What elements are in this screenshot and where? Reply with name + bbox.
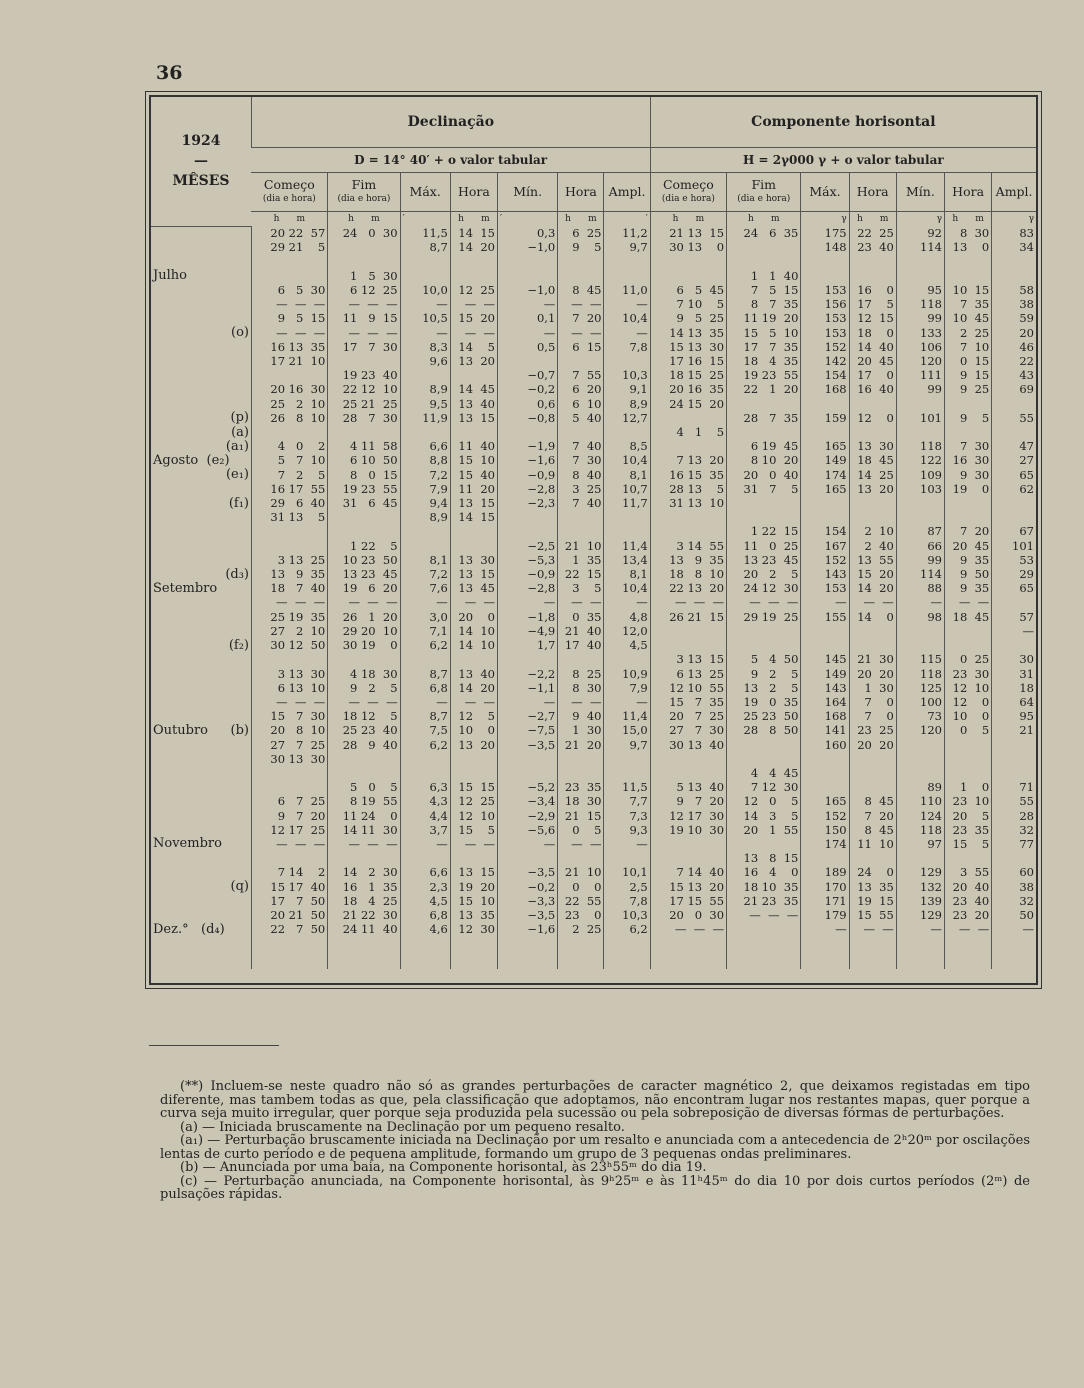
h-max-column: 175 148 153 156 153 153 152 142 154 168 159 165 149 174 165 154 167 152 143 153 — 155 145 149 143 164 168 141 160 165 152 150 174 189 170 171 179 — [801, 226, 849, 969]
d-hora-max-column: 14 15 14 20 12 25 — — 15 20 — — 14 5 13 20 14 45 13 40 13 15 11 40 15 10 15 40 11 20 13 15 14 15 13 30 13 15 13 45 — — 20 0 14 10 14 10 13 40 14 20 — — 12 5 10 0 13 20 15 15 12 25 12 10 15 5 — — 13 15 19 20 15 10 13 35 12 30 [450, 226, 497, 969]
unit: h m [328, 212, 400, 227]
d-max-header: Máx. [400, 173, 450, 212]
h-fim-column: 24 6 35 1 1 40 7 5 15 8 7 35 11 19 20 15 5 10 17 7 35 18 4 35 19 23 55 22 1 20 28 7 35 6 19 45 8 10 20 20 0 40 31 7 5 1 22 15 11 0 25 13 23 45 20 2 5 24 12 30 — — — 29 19 25 5 4 50 9 2 5 13 2 5 19 0 35 25 23 50 28 8 50 4 4 45 7 12 30 12 0 5 14 3 5 20 1 55 13 8 15 16 4 0 18 10 35 21 23 35 — — — [727, 226, 801, 969]
year-months-header: 1924 — MÊSES [151, 97, 251, 226]
unit: γ [896, 212, 944, 227]
d-min-column: 0,3 −1,0 −1,0 — 0,1 — 0,5 −0,7 −0,2 0,6 −0,8 −1,9 −1,6 −0,9 −2,8 −2,3 −2,5 −5,3 −0,9 −2,8 — −1,8 −4,9 1,7 −2,2 −1,1 — −2,7 −7,5 −3,5 −5,2 −3,4 −2,9 −5,6 — −3,5 −0,2 −3,3 −3,5 −1,6 [498, 226, 558, 969]
footnote-rule [149, 1045, 279, 1046]
d-comeco-header: Começo (dia e hora) [251, 173, 327, 212]
d-ampl-column: 11,2 9,7 11,0 — 10,4 — 7,8 10,3 9,1 8,9 12,7 8,5 10,4 8,1 10,7 11,7 11,4 13,4 8,1 10,4 — 4,8 12,0 4,5 10,9 7,9 — 11,4 15,0 9,7 11,5 7,7 7,3 9,3 — 10,1 2,5 7,8 10,3 6,2 [604, 226, 650, 969]
d-max-column: 11,5 8,7 10,0 — 10,5 — 8,3 9,6 8,9 9,5 11,9 6,6 8,8 7,2 7,9 9,4 8,9 8,1 7,2 7,6 — 3,0 7,1 6,2 8,7 6,8 — 8,7 7,5 6,2 6,3 4,3 4,4 3,7 — 6,6 2,3 4,5 6,8 4,6 [400, 226, 450, 969]
unit: h m [450, 212, 497, 227]
d-min-header: Mín. [498, 173, 558, 212]
h-hora-header: Hora [849, 173, 896, 212]
h-min-header: Mín. [896, 173, 944, 212]
d-hora-header: Hora [450, 173, 497, 212]
footnote: (c) — Perturbação anunciada, na Componente horisontal, às 9ʰ25ᵐ e às 11ʰ45ᵐ do dia 10 por dois curtos períodos (2ᵐ) de pulsações rápidas. [160, 1173, 1030, 1202]
h-comeco-column: 21 13 15 30 13 0 6 5 45 7 10 5 9 5 25 14 13 35 15 13 30 17 16 15 18 15 25 20 16 35 24 15 20 4 1 5 7 13 20 16 15 35 28 13 5 31 13 10 3 14 55 13 9 35 18 8 10 22 13 20 — — — 26 21 15 3 13 15 6 13 25 12 10 55 15 7 35 20 7 25 27 7 30 30 13 40 5 13 40 9 7 20 12 17 30 19 10 30 7 14 40 15 13 20 17 15 55 20 0 30 — — — [650, 226, 726, 969]
footnote: (a) — Iniciada bruscamente na Declinação por um pequeno resalto. [180, 1119, 625, 1135]
d-ampl-header: Ampl. [604, 173, 650, 212]
unit: h m [945, 212, 992, 227]
h-formula: H = 2γ000 γ + o valor tabular [650, 148, 1036, 173]
h-ampl-column: 83 34 58 38 59 20 46 22 43 69 55 47 27 65 62 67 101 53 29 65 57 — 30 31 18 64 95 21 71 55 28 32 77 60 38 32 50 — [992, 226, 1036, 969]
footnote: (a₁) — Perturbação bruscamente iniciada na Declinação por um resalto e anunciada com a antecedencia de 2ʰ20ᵐ por oscilações lentas de curto período e de pequena amplitude, formando um grupo de 3 pequenas ondas preliminares. [160, 1133, 1030, 1162]
disturbance-table [149, 95, 1038, 985]
footnote: (b) — Anunciada por uma baia, na Componente horisontal, às 23ʰ55ᵐ do dia 19. [180, 1160, 707, 1175]
page-number: 36 [156, 62, 183, 84]
d-hora-min-column: 6 25 9 5 8 45 — — 7 20 — — 6 15 7 55 6 20 6 10 5 40 7 40 7 30 8 40 3 25 7 40 21 10 1 35 22 15 3 5 — — 0 35 21 40 17 40 8 25 8 30 — — 9 40 1 30 21 20 23 35 18 30 21 15 0 5 — — 21 10 0 0 22 55 23 0 2 25 [558, 226, 604, 969]
unit: ′ [498, 212, 558, 227]
unit: h m [558, 212, 604, 227]
h-hora2-header: Hora [945, 173, 992, 212]
h-hora-max-column: 22 25 23 40 16 0 17 5 12 15 18 0 14 40 20 45 17 0 16 40 12 0 13 30 18 45 14 25 13 20 2 10 2 40 13 55 15 20 14 20 — — 14 0 21 30 20 20 1 30 7 0 7 0 23 25 20 20 8 45 7 20 8 45 11 10 24 0 13 35 19 15 15 55 — — [849, 226, 896, 969]
d-comeco-column: 20 22 57 29 21 5 6 5 30 — — — 9 5 15 — — — 16 13 35 17 21 10 20 16 30 25 2 10 26 8 10 4 0 2 5 7 10 7 2 5 16 17 55 29 6 40 31 13 5 3 13 25 13 9 35 18 7 40 — — — 25 19 35 27 2 10 30 12 50 3 13 30 6 13 10 — — — 15 7 30 20 8 10 27 7 25 30 13 30 6 7 25 9 7 20 12 17 25 — — — 7 14 2 15 17 40 17 7 50 20 21 50 22 7 50 [251, 226, 327, 969]
unit: h m [650, 212, 726, 227]
d-formula: D = 14° 40′ + o valor tabular [251, 148, 650, 173]
declinacao-header: Declinação [251, 97, 650, 148]
h-max-header: Máx. [801, 173, 849, 212]
unit: h m [849, 212, 896, 227]
unit: γ [992, 212, 1036, 227]
h-min-column: 92 114 95 118 99 133 106 120 111 99 101 118 122 109 103 87 66 99 114 88 — 98 115 118 125 100 73 120 89 110 124 118 97 129 132 139 129 — [896, 226, 944, 969]
h-ampl-header: Ampl. [992, 173, 1036, 212]
d-fim-column: 24 0 30 1 5 30 6 12 25 — — — 11 9 15 — — — 17 7 30 19 23 40 22 12 10 25 21 25 28 7 30 4 11 58 6 10 50 8 0 15 19 23 55 31 6 45 1 22 5 10 23 50 13 23 45 19 6 20 — — — 26 1 20 29 20 10 30 19 0 4 18 30 9 2 5 — — — 18 12 5 25 23 40 28 9 40 5 0 5 8 19 55 11 24 0 14 11 30 — — — 14 2 30 16 1 35 18 4 25 21 22 30 24 11 40 [328, 226, 400, 969]
footnote: (**) Incluem-se neste quadro não só as grandes perturbações de caracter magnético 2, que deixamos registadas em tipo diferente, mas tambem todas as que, pela classificação que adoptamos, não encontram lugar nos restantes mapas, quer porque a curva seja muito irregular, quer porque seja produzida pela sucessão ou pela sobreposição de diversas fórmas de perturbações. [160, 1079, 1030, 1121]
footnotes [160, 1080, 1030, 1202]
unit: ′ [604, 212, 650, 227]
unit: h m [273, 214, 306, 224]
d-fim-header: Fim (dia e hora) [328, 173, 400, 212]
unit: γ [801, 212, 849, 227]
months-column: Julho Agosto (e₂) Setembro Outubro Novembro Dez.° (d₄) (o) (p) (a) (a₁) (e₁) (f₁) (d₃) (f₂) (b) (q) [153, 268, 249, 937]
h-hora-min-column: 8 30 13 0 10 15 7 35 10 45 2 25 7 10 0 15 9 15 9 25 9 5 7 30 16 30 9 30 19 0 7 20 20 45 9 35 9 50 9 35 — — 18 45 0 25 23 30 12 10 12 0 10 0 0 5 1 0 23 10 20 5 23 35 15 5 3 55 20 40 23 40 23 20 — — [945, 226, 992, 969]
unit: h m [727, 212, 801, 227]
h-fim-header: Fim (dia e hora) [727, 173, 801, 212]
componente-header: Componente horisontal [650, 97, 1036, 148]
d-hora2-header: Hora [558, 173, 604, 212]
unit: ′ [400, 212, 450, 227]
h-comeco-header: Começo (dia e hora) [650, 173, 726, 212]
